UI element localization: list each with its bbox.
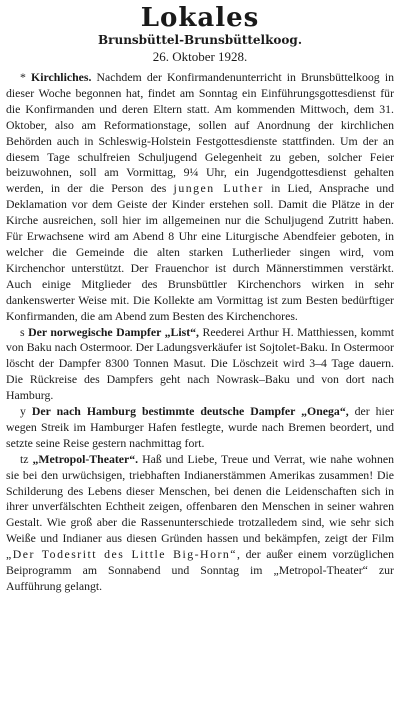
section-subtitle: Brunsbüttel-Brunsbüttelkoog. (98, 33, 302, 47)
article-emphasis: jungen Luther (173, 181, 264, 196)
article-kirchliches (6, 70, 394, 325)
article-marker: tz (20, 451, 33, 466)
article-text: in Lied, Ansprache und Deklamation vor dem Geiste der Kinder erstehen soll. Damit die Plätze in der Kirche ausreichen, soll hier im allgemeinen nur die Schuljugend Zutritt haben. Für Erwachsene wird am Abend 8 Uhr eine Liturgische Abendfeier geboten, in welcher die Gemeinde die alten starken Lutherlieder singen wird, vom Kirchenchor unterstützt. Der Frauenchor ist durch Männerstimmen verstärkt. Auch einige Mitglieder des Brunsbüttler Kirchenchors wirken in sehr dankenswerter Weise mit. Die Kollekte am Vormittag ist zum Besten bedürftiger Konfirmanden, die am Abend zum Besten des Kirchenchores. (6, 181, 394, 323)
article-column (6, 70, 394, 595)
article-text: Nachdem der Konfirmandenunterricht in Brunsbüttelkoog in dieser Woche begonnen hat, findet am Sonntag ein Einführungsgottesdienst für die Konfirmanden und deren Eltern statt. Am kommenden Mittwoch, dem 31. Oktober, also am Reformationstage, sollen auf Anordnung der kirchlichen Behörden auch in Schleswig-Holstein Festgottesdienste stattfinden. Um der an diesem Tage schulfreien Schuljugend Gelegenheit zu geben, solcher Feier beizuwohnen, soll am Vormittag, 9¼ Uhr, ein Jugendgottesdienst gehalten werden, in der die Person des (6, 70, 394, 196)
article-marker: * (20, 70, 32, 84)
article-text: der hier wegen Streik im Hamburger Hafen festlegte, wurde nach Bremen beordert, und setzte seine Reise gestern nachmittag fort. (6, 404, 394, 450)
article-lead: Der nach Hamburg bestimmte deutsche Dampfer „Onega“, (31, 404, 349, 419)
article-lead: „Metropol-Theater“. (32, 451, 139, 466)
article-lead: Kirchliches. (31, 70, 92, 84)
article-text: , der außer einem vorzüglichen Beiprogramm am Sonnabend und Sonntag im „Metropol-Theater“ zur Aufführung gelangt. (6, 547, 394, 593)
article-metropol-theater (6, 452, 394, 595)
section-title: Lokales (140, 3, 260, 33)
article-marker: s (20, 324, 29, 339)
article-text: Haß und Liebe, Treue und Verrat, wie nahe wohnen sie bei den urwüchsigen, triebhaften Indianerstämmen Amerikas zusammen! Die Schilderung des Lebens dieser Menschen, bei denen die Leidenschaften sich in ihrer unverfälschten Echtheit zeigen, offenbaren den Menschen in seiner wahren Gestalt. Wie groß aber die Rassenunterschiede trotzalledem sind, wie sehr sich Weiße und Indianer aus diesen Gründen hassen und bekämpfen, zeigt der Film (6, 451, 394, 546)
dateline: 26. Oktober 1928. (152, 49, 248, 64)
article-text: Reederei Arthur H. Matthiessen, kommt von Baku nach Ostermoor. Der Ladungsverkäufer ist Sojtolet-Baku. In Ostermoor löscht der Dampfer 8300 Tonnen Masut. Die Löschzeit wird 3–4 Tage dauern. Die Rückreise des Dampfers geht nach Nowrask–Baku und von dort nach Hamburg. (6, 324, 395, 403)
article-dampfer-onega (6, 404, 394, 452)
article-marker: y (20, 404, 32, 419)
article-dampfer-list (6, 325, 394, 405)
article-emphasis: „Der Todesritt des Little Big-Horn“ (6, 547, 238, 562)
article-lead: Der norwegische Dampfer „List“, (28, 324, 199, 339)
